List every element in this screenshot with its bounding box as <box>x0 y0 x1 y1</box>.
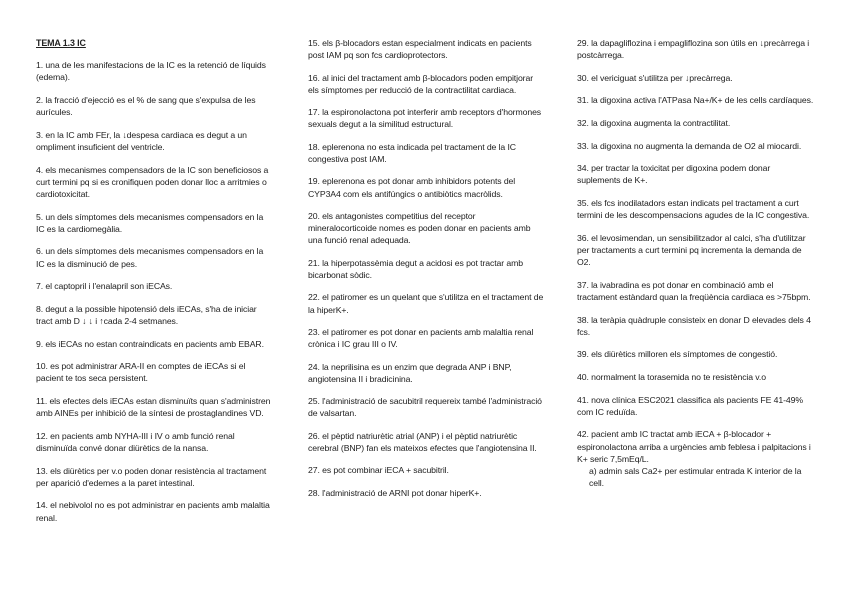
list-item: 34. per tractar la toxicitat per digoxina podem donar suplements de K+. <box>577 163 771 186</box>
list-item: 4. els mecanismes compensadors de la IC son beneficiosos a curt termini pq si es cronifiquen poden donar lloc a arritmies o cardiotoxicitat. <box>36 164 269 199</box>
list-item: 16. al inici del tractament amb β-blocadors poden empitjorar els símptomes per reducció de la contractilitat cardiaca. <box>308 72 533 95</box>
list-item: 24. la neprilisina es un enzim que degrada ANP i BNP, angiotensina II i bradicinina. <box>308 361 512 384</box>
list-item: 9. els iECAs no estan contraindicats en pacients amb EBAR. <box>36 338 264 349</box>
list-item: 15. els β-blocadors estan especialment indicats en pacients post IAM pq son fcs cardioprotectors. <box>308 38 532 61</box>
list-item: 36. el levosimendan, un sensibilitzador al calci, s'ha d'utilitzar per tractaments a curt termini pq incrementa la demanda de O2. <box>577 232 806 268</box>
list-item: 8. degut a la possible hipotensió dels iECAs, s'ha de iniciar tract amb D ↓ ↓ i ↑cada 2-4 setmanes. <box>36 303 257 326</box>
list-item: 7. el captopril i l'enalapril son iECAs. <box>36 281 173 292</box>
list-item: 10. es pot administrar ARA-II en comptes de iECAs si el pacient te tos seca persistent. <box>36 361 246 384</box>
column-2 <box>308 37 544 509</box>
list-item: 33. la digoxina no augmenta la demanda de O2 al miocardi. <box>577 140 802 151</box>
list-item: 29. la dapagliflozina i empagliflozina son útils en ↓precàrrega i postcàrrega. <box>577 38 810 61</box>
list-item: 18. eplerenona no esta indicada pel tractament de la IC congestiva post IAM. <box>308 141 516 164</box>
list-item: 38. la teràpia quàdruple consisteix en donar D elevades dels 4 fcs. <box>577 314 811 337</box>
list-item: 31. la digoxina activa l'ATPasa Na+/K+ de les cells cardíaques. <box>577 95 814 106</box>
list-item: 41. nova clínica ESC2021 classifica als pacients FE 41-49% com IC reduïda. <box>577 394 803 417</box>
list-item: 35. els fcs inodilatadors estan indicats pel tractament a curt termini de les descompensacions agudes de la IC congestiva. <box>577 197 810 221</box>
list-item: 20. els antagonistes competitius del receptor mineralocorticoide nomes es poden donar en pacients amb una funció renal adequada. <box>308 210 531 246</box>
list-item: 25. l'administració de sacubitril requereix també l'administració de valsartan. <box>308 396 542 419</box>
list-item: 21. la hiperpotassèmia degut a acidosi es pot tractar amb bicarbonat sòdic. <box>308 257 523 280</box>
list-item: 2. la fracció d'ejecció es el % de sang que s'expulsa de les aurícules. <box>36 95 256 118</box>
list-item: 37. la ivabradina es pot donar en combinació amb el tractament estàndard quan la freqüència cardiaca es >75bpm. <box>577 279 811 302</box>
list-item: 1. una de les manifestacions de la IC es la retenció de líquids (edema). <box>36 60 266 83</box>
column-1 <box>36 37 272 534</box>
list-item: 30. el vericiguat s'utilitza per ↓precàrrega. <box>577 72 733 83</box>
column-3 <box>577 37 815 489</box>
list-item: 42. pacient amb IC tractat amb iECA + β-blocador + espironolactona arriba a urgències amb feblesa i palpitacions i K+ seric 7,5mEq/L. <box>577 429 811 464</box>
list-item: 40. normalment la torasemida no te resistència v.o <box>577 371 766 382</box>
page-title: TEMA 1.3 IC <box>36 38 86 48</box>
list-item: 5. un dels símptomes dels mecanismes compensadors en la IC es la cardiomegàlia. <box>36 211 264 234</box>
list-subitem: a) admin sals Ca2+ per estimular entrada K interior de la cell. <box>589 465 802 489</box>
list-item: 32. la digoxina augmenta la contractilitat. <box>577 117 731 128</box>
list-item: 19. eplerenona es pot donar amb inhibidors potents del CYP3A4 com els antifúngics o antibiòtics macròlids. <box>308 176 516 199</box>
list-item: 17. la espironolactona pot interferir amb receptors d'hormones sexuals degut a la similitud estructural. <box>308 107 542 130</box>
list-item: 6. un dels símptomes dels mecanismes compensadors en la IC es la disminució de pes. <box>36 246 264 269</box>
list-item: 23. el patiromer es pot donar en pacients amb malaltia renal crònica i IC grau III o IV. <box>308 326 534 350</box>
list-item: 12. en pacients amb NYHA-III i IV o amb funció renal disminuïda convé donar diürètics de la nansa. <box>36 430 235 453</box>
list-item: 28. l'administració de ARNI pot donar hiperK+. <box>308 487 482 498</box>
list-item: 3. en la IC amb FEr, la ↓despesa cardiaca es degut a un ompliment insuficient del ventricle. <box>36 129 247 152</box>
list-item: 27. es pot combinar iECA + sacubitril. <box>308 465 449 476</box>
list-item: 13. els diürètics per v.o poden donar resistència al tractament per aparició d'edemes a la paret intestinal. <box>36 465 267 488</box>
list-item: 22. el patiromer es un quelant que s'utilitza en el tractament de la hiperK+. <box>308 292 544 315</box>
list-item: 26. el pèptid natriurètic atrial (ANP) i el pèptid natriurètic cerebral (BNP) fan els mateixos efectes que l'angiotensina II. <box>308 430 537 453</box>
list-item: 14. el nebivolol no es pot administrar en pacients amb malaltia renal. <box>36 500 270 523</box>
list-item: 39. els diürètics milloren els símptomes de congestió. <box>577 349 778 360</box>
list-item: 11. els efectes dels iECAs estan disminuïts quan s'administren amb AINEs per inhibició de la síntesi de prostaglandines VD. <box>36 395 271 419</box>
